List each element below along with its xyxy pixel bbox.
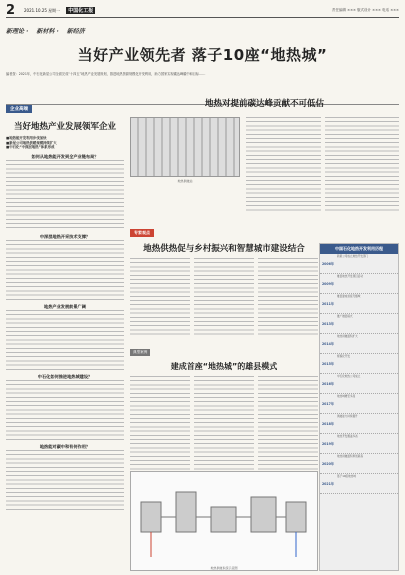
- timeline-row: [320, 314, 398, 334]
- timeline-row: [320, 254, 398, 274]
- timeline-title: 中国石化地热开发利用历程: [320, 244, 398, 254]
- timeline-text: 落子10座地热城: [337, 475, 356, 478]
- lead-paragraph: 编者按：2021年，中石化新星公司全面完成“十四五”地热产业发展规划，推进地热资源规模化开发利用，助力国家实现碳达峰碳中和目标……: [6, 72, 206, 76]
- content-grid: [6, 95, 399, 571]
- timeline-text: 雄县建成首座无烟城: [337, 295, 361, 298]
- column-tags: [6, 24, 399, 36]
- timeline-row: [320, 294, 398, 314]
- section-tag: 企业高端: [6, 105, 32, 113]
- timeline-text: 地热供暖面积再创新高: [337, 455, 363, 458]
- top-section-title: 地热对提前碳达峰贡献不可低估: [204, 99, 324, 109]
- bottom-section-title: 建成首座“地热城”的雄县模式: [170, 362, 278, 371]
- bullet-list: [6, 136, 124, 150]
- bottom-text-columns: [130, 376, 318, 476]
- timeline-text: 地热城增至多座: [337, 395, 356, 398]
- timeline-row: [320, 354, 398, 374]
- timeline-text: 新星公司成立地热开发部门: [337, 255, 369, 258]
- qa-subhead: 地热产业发展前景广阔: [44, 303, 86, 309]
- timeline-year: 2013年: [321, 322, 335, 326]
- timeline-text: 雄县地热开发项目启动: [337, 275, 363, 278]
- header-note: 责任编辑 ××× 版式设计 ××× 电话 ×××: [332, 8, 399, 12]
- timeline-box: [319, 243, 399, 571]
- photo-caption: 地热供暖站: [177, 179, 193, 183]
- text-column: [130, 258, 190, 338]
- timeline-row: [320, 474, 398, 494]
- issue-date: 2021.10.25 星期一: [24, 7, 61, 13]
- timeline-year: 2006年: [321, 262, 335, 266]
- timeline-text: 供暖能力持续提升: [337, 415, 358, 418]
- middle-section-title: 地热供热促与乡村振兴和智慧城市建设结合: [143, 244, 305, 254]
- case-tag: 典型案例: [130, 349, 150, 356]
- middle-section: [130, 219, 318, 476]
- middle-text-columns: [130, 258, 318, 338]
- main-title: 当好产业领先者 落子10座“地热城”: [77, 46, 328, 64]
- top-text-columns: [246, 117, 399, 213]
- timeline-year: 2014年: [321, 342, 335, 346]
- timeline-year: 2009年: [321, 282, 335, 286]
- column-tag: 新材料 ·: [36, 27, 59, 35]
- column-tag: 新经济: [66, 27, 85, 35]
- masthead: [6, 4, 399, 18]
- qa-subhead: 如何从地热能开发到全产业链布局？: [31, 153, 99, 159]
- timeline-row: [320, 334, 398, 354]
- system-diagram: [130, 471, 318, 571]
- qa-subhead: 中深层地热开采技术支撑？: [39, 233, 91, 239]
- text-column: [325, 117, 400, 213]
- diagram-caption: 地热供暖系统示意图: [210, 566, 238, 570]
- column-tag: 新理论 ·: [6, 27, 29, 35]
- body-text: [6, 240, 124, 300]
- qa-subhead: 中石化如何推进地热城建设？: [37, 373, 93, 379]
- photo: [130, 117, 240, 177]
- qa-subhead: 地热能对碳中和有何作用？: [39, 443, 91, 449]
- text-column: [130, 376, 190, 476]
- timeline-row: [320, 434, 398, 454]
- text-column: [194, 376, 254, 476]
- timeline-text: 地热开发覆盖多省: [337, 435, 358, 438]
- body-text: [6, 380, 124, 440]
- timeline-year: 2017年: [321, 402, 335, 406]
- section-label: 中国化工报: [68, 8, 94, 14]
- timeline-year: 2016年: [321, 382, 335, 386]
- expert-tag: 专家观点: [130, 229, 154, 237]
- bullet-item: ■中石化“中深层地热”体系形成: [6, 145, 55, 150]
- bullet-item: ■地热能开发利用步伐加快: [6, 136, 47, 140]
- text-column: [258, 376, 318, 476]
- timeline-text: 推广雄县模式: [337, 315, 353, 318]
- timeline-text: 中石化地热公司成立: [337, 375, 361, 378]
- timeline-row: [320, 454, 398, 474]
- timeline-row: [320, 414, 398, 434]
- timeline-rows: [320, 254, 398, 494]
- timeline-year: 2015年: [321, 362, 335, 366]
- text-column: [246, 117, 321, 213]
- body-text: [6, 310, 124, 370]
- timeline-year: 2011年: [321, 302, 335, 306]
- left-title: 当好地热产业发展领军企业: [13, 122, 116, 132]
- center-area: [130, 95, 399, 571]
- body-text: [6, 450, 124, 510]
- body-text: [6, 160, 124, 230]
- diagram-drawing: [131, 472, 319, 562]
- timeline-text: 规模化开发: [337, 355, 350, 358]
- timeline-row: [320, 394, 398, 414]
- text-column: [258, 258, 318, 338]
- timeline-text: 地热供暖面积扩大: [337, 335, 358, 338]
- timeline-row: [320, 374, 398, 394]
- timeline-year: 2019年: [321, 442, 335, 446]
- timeline-year: 2018年: [321, 422, 335, 426]
- bullet-item: ■新星公司地热供暖规模持续扩大: [6, 140, 57, 145]
- timeline-row: [320, 274, 398, 294]
- text-column: [194, 258, 254, 338]
- timeline-year: 2020年: [321, 462, 335, 466]
- page-number: 2: [6, 2, 16, 18]
- timeline-year: 2021年: [321, 482, 335, 486]
- left-column: [6, 95, 124, 571]
